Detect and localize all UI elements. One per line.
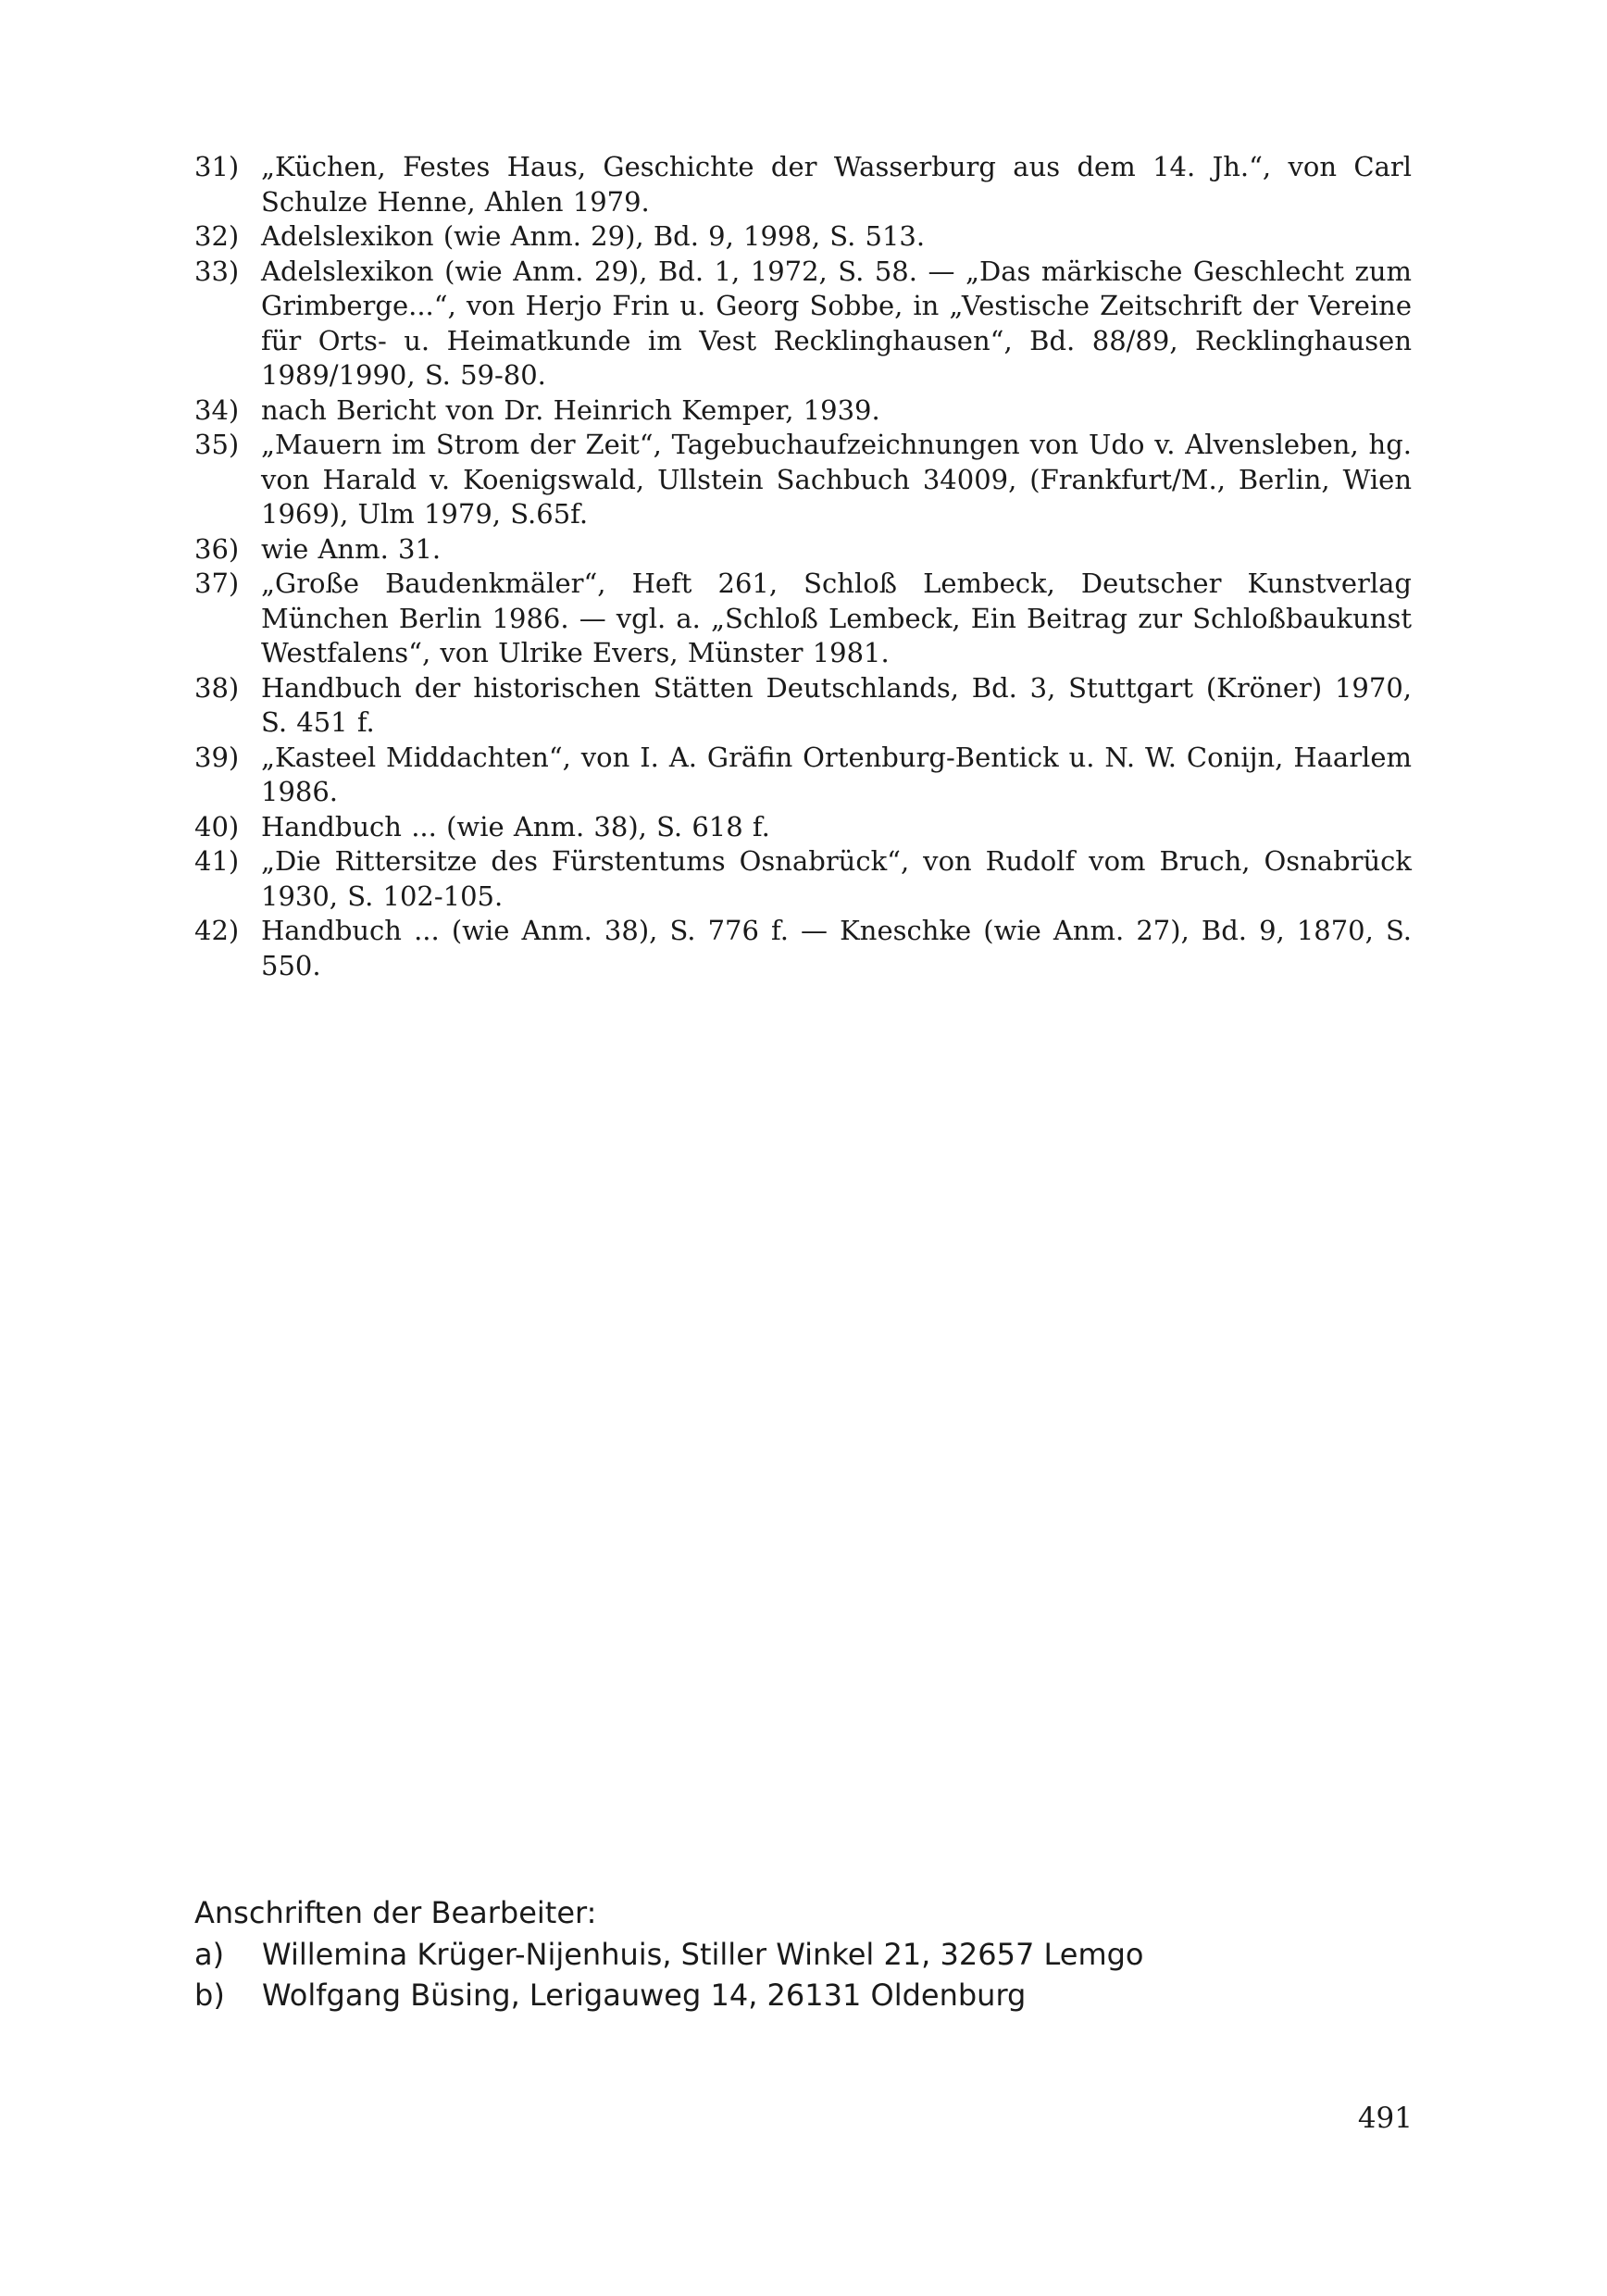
footnote-text: Adelslexikon (wie Anm. 29), Bd. 9, 1998, S. 513.	[261, 220, 926, 252]
address-label: a)	[194, 1937, 225, 1972]
footnote-number: 35)	[194, 429, 240, 460]
footnote-number: 33)	[194, 255, 240, 287]
footnote-number: 31)	[194, 151, 240, 182]
footnote-item	[194, 532, 1412, 568]
footnote-number: 41)	[194, 845, 240, 877]
footnote-text: wie Anm. 31.	[261, 532, 442, 565]
footnote-text: „Die Rittersitze des Fürstentums Osnabrück“, von Rudolf vom Bruch, Osnabrück 1930, S. 102-105.	[261, 845, 1412, 912]
footnote-item	[194, 150, 1412, 219]
editor-addresses	[194, 1892, 1305, 2015]
address-text: Wolfgang Büsing, Lerigauweg 14, 26131 Oldenburg	[262, 1978, 1027, 2013]
address-label: b)	[194, 1978, 225, 2013]
footnote-text: „Kasteel Middachten“, von I. A. Gräfin Ortenburg-Bentick u. N. W. Conijn, Haarlem 1986.	[261, 741, 1412, 807]
footnote-text: Handbuch ... (wie Anm. 38), S. 776 f. — Kneschke (wie Anm. 27), Bd. 9, 1870, S. 550.	[261, 915, 1412, 981]
footnote-number: 40)	[194, 810, 240, 842]
footnote-item	[194, 671, 1412, 741]
address-item	[194, 1934, 1305, 1975]
footnote-item	[194, 219, 1412, 255]
footnote-number: 36)	[194, 532, 240, 565]
footnotes-list	[194, 150, 1412, 983]
footnote-item	[194, 914, 1412, 983]
footnote-item	[194, 844, 1412, 914]
footnote-number: 37)	[194, 568, 240, 599]
footnote-text: nach Bericht von Dr. Heinrich Kemper, 1939.	[261, 393, 880, 426]
address-item	[194, 1975, 1305, 2015]
footnote-number: 42)	[194, 915, 240, 946]
address-text: Willemina Krüger-Nijenhuis, Stiller Winkel 21, 32657 Lemgo	[262, 1937, 1144, 1972]
footnote-number: 38)	[194, 671, 240, 704]
footnote-number: 32)	[194, 220, 240, 252]
footnote-text: Adelslexikon (wie Anm. 29), Bd. 1, 1972, S. 58. — „Das märkische Geschlecht zum Grimberge...“, von Herjo Frin u. Georg Sobbe, in „Vestische Zeitschrift der Vereine für Orts- u. Heimatkunde im Vest Recklinghausen“, Bd. 88/89, Recklinghausen 1989/1990, S. 59-80.	[261, 255, 1412, 391]
page-number: 491	[1357, 2102, 1413, 2135]
footnote-item	[194, 428, 1412, 532]
addresses-heading: Anschriften der Bearbeiter:	[194, 1895, 597, 1930]
footnote-item	[194, 567, 1412, 671]
footnote-text: Handbuch ... (wie Anm. 38), S. 618 f.	[261, 810, 770, 842]
footnote-number: 34)	[194, 393, 240, 426]
footnote-text: Handbuch der historischen Stätten Deutschlands, Bd. 3, Stuttgart (Kröner) 1970, S. 451 f.	[261, 671, 1412, 738]
footnote-text: „Küchen, Festes Haus, Geschichte der Wasserburg aus dem 14. Jh.“, von Carl Schulze Henne, Ahlen 1979.	[261, 151, 1412, 218]
footnote-item	[194, 810, 1412, 845]
footnote-item	[194, 741, 1412, 810]
footnote-number: 39)	[194, 741, 240, 773]
footnote-item	[194, 393, 1412, 429]
footnote-item	[194, 255, 1412, 393]
footnote-text: „Große Baudenkmäler“, Heft 261, Schloß Lembeck, Deutscher Kunstverlag München Berlin 1986. — vgl. a. „Schloß Lembeck, Ein Beitrag zur Schloßbaukunst Westfalens“, von Ulrike Evers, Münster 1981.	[261, 568, 1412, 668]
footnote-text: „Mauern im Strom der Zeit“, Tagebuchaufzeichnungen von Udo v. Alvensleben, hg. von Harald v. Koenigswald, Ullstein Sachbuch 34009, (Frankfurt/M., Berlin, Wien 1969), Ulm 1979, S.65f.	[261, 429, 1412, 530]
